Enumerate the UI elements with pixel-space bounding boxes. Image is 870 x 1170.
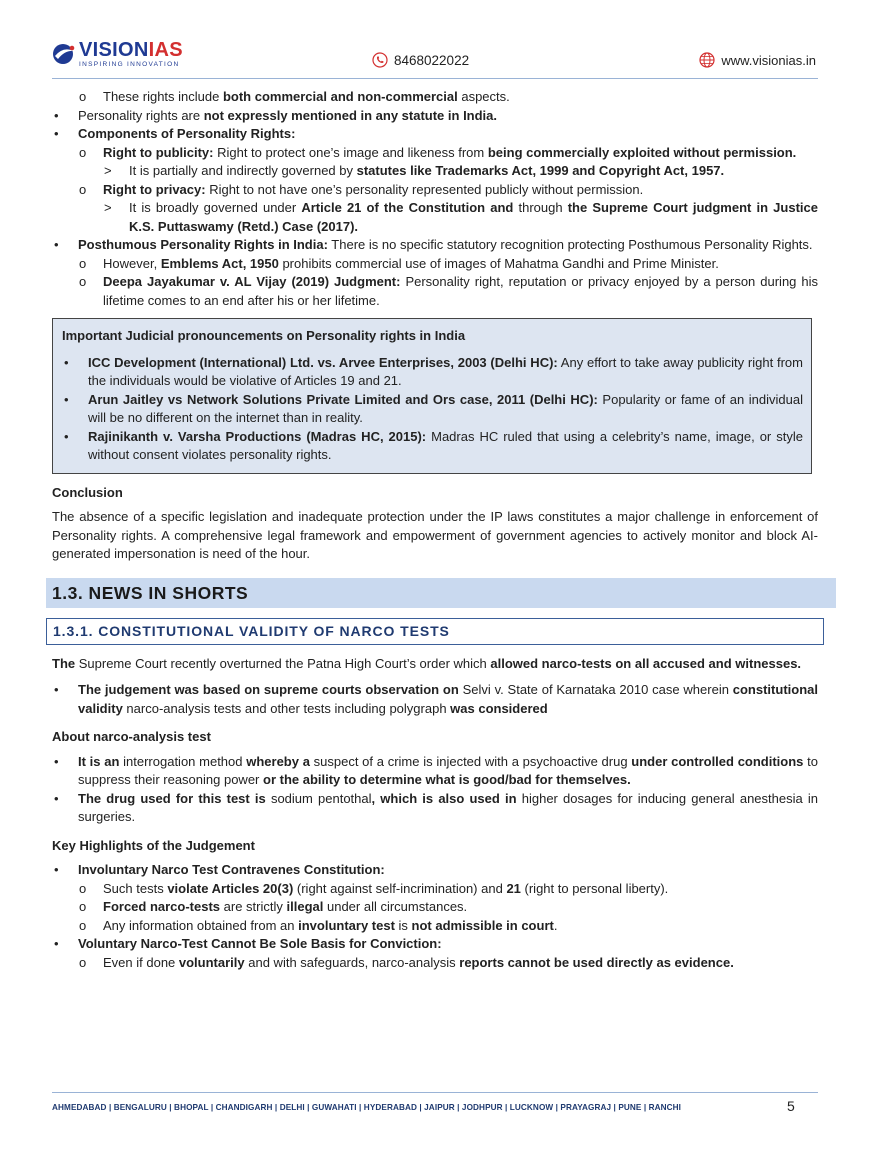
- list-item-text: [88, 355, 803, 389]
- phone-number: 8468022022: [394, 52, 470, 68]
- text-run: under controlled conditions: [627, 753, 808, 769]
- text-run: Madras HC ruled that using a celebrity’s name, image, or style without consent violates personality rights.: [88, 428, 803, 462]
- text-run: to suppress their reasoning power: [78, 753, 818, 787]
- text-run: Any effort to take away publicity right from the individuals would be violative of Articles 19 and 21.: [88, 354, 803, 388]
- bullet-dot: •: [54, 936, 59, 951]
- text-run: through: [513, 200, 568, 215]
- bullet-dot: •: [54, 126, 59, 141]
- text-run: Posthumous Personality Rights in India:: [78, 237, 328, 252]
- phone-icon: [372, 52, 388, 68]
- bullet-arrow: >: [104, 200, 112, 215]
- list-item-text: [88, 429, 803, 463]
- list-item: [52, 753, 818, 790]
- text-run: Forced narco-tests: [103, 899, 221, 914]
- text-run: The judgement was based on supreme courts observation on: [78, 682, 463, 697]
- conclusion-heading: Conclusion: [52, 484, 123, 500]
- judicial-pronouncements-box: [52, 318, 812, 474]
- section-heading: 1.3. NEWS IN SHORTS: [46, 578, 836, 609]
- conclusion-paragraph: The absence of a specific legislation and inadequate protection under the IP laws constitutes a major challenge in enforcement of Personality rights. A comprehensive legal framework and empowerment of government agencies to actively monitor and block AI-generated impersonation is need of the hour.: [52, 509, 818, 561]
- list-item-text: [78, 126, 295, 141]
- text-run: involuntary test: [298, 917, 395, 933]
- bullet-circle: o: [79, 880, 87, 896]
- list-item: [52, 255, 818, 274]
- list-item: [52, 107, 818, 126]
- text-run: the Supreme Court judgment in Justice K.S. Puttaswamy (Retd.) Case (2017).: [129, 200, 818, 234]
- text-run: Article 21 of the Constitution and: [301, 200, 514, 215]
- footer-cities: AHMEDABAD | BENGALURU | BHOPAL | CHANDIGARH | DELHI | GUWAHATI | HYDERABAD | JAIPUR | JODHPUR | LUCKNOW | PRAYAGRAJ | PUNE | RANCHI: [52, 1103, 682, 1112]
- text-run: Even if done: [103, 954, 179, 970]
- website-link[interactable]: www.visionias.in: [721, 52, 816, 68]
- text-run: aspects.: [457, 89, 510, 104]
- text-run: not expressly mentioned in any statute in India.: [203, 107, 498, 123]
- list-item: [52, 125, 818, 144]
- text-run: , which is also used in: [371, 790, 522, 806]
- text-run: 21: [506, 880, 521, 896]
- logo-tagline: INSPIRING INNOVATION: [79, 61, 180, 68]
- box-title: Important Judicial pronouncements on Personality rights in India: [62, 328, 466, 343]
- text-run: was considered: [446, 700, 548, 716]
- list-item-text: [78, 108, 497, 123]
- list-item: [52, 273, 818, 310]
- text-run: ICC Development (International) Ltd. vs. Arvee Enterprises, 2003 (Delhi HC):: [88, 354, 558, 370]
- text-run: The drug used for this test is: [78, 790, 271, 806]
- bullet-circle: o: [79, 954, 87, 970]
- page-header: [52, 40, 818, 74]
- list-item: [52, 935, 818, 954]
- list-item-text: [78, 237, 813, 252]
- list-item-text: [78, 754, 818, 788]
- list-item: [52, 181, 818, 200]
- globe-icon: [699, 52, 715, 68]
- text-run: These rights include: [103, 89, 223, 104]
- header-divider: [52, 78, 818, 79]
- list-item-text: [78, 936, 442, 951]
- text-run: Popularity or fame of an individual will be no different on the internet than in reality.: [88, 391, 803, 425]
- text-run: and with safeguards, narco-analysis: [244, 954, 460, 970]
- text-run: Arun Jaitley vs Network Solutions Private Limited and Ors case, 2011 (Delhi HC):: [88, 391, 598, 407]
- bullet-circle: o: [79, 89, 87, 104]
- text-run: Components of Personality Rights:: [78, 126, 296, 141]
- text-run: are strictly: [220, 899, 287, 914]
- text-run: Rajinikanth v. Varsha Productions (Madras HC, 2015):: [88, 428, 427, 444]
- list-item-text: [103, 918, 557, 933]
- list-item-text: [103, 955, 734, 970]
- list-item-text: [103, 89, 510, 104]
- bullet-dot: •: [54, 107, 59, 123]
- text-run: The: [52, 655, 79, 671]
- text-run: or the ability to determine what is good/bad for themselves.: [259, 772, 631, 787]
- text-run: Involuntary Narco Test Contravenes Constitution:: [78, 862, 385, 877]
- list-item-text: [129, 200, 818, 234]
- list-item-text: [129, 163, 724, 178]
- list-item: [52, 144, 818, 163]
- bullet-dot: •: [64, 391, 69, 407]
- logo-vision-text: VISION: [79, 39, 149, 61]
- text-run: voluntarily: [178, 954, 245, 970]
- text-run: is: [394, 917, 412, 933]
- intro-paragraph: [52, 655, 818, 674]
- header-website[interactable]: [699, 52, 816, 68]
- text-run: Supreme Court recently overturned the Patna High Court’s order which: [78, 655, 487, 671]
- list-item: [52, 162, 818, 181]
- text-run: Emblems Act, 1950: [160, 255, 279, 271]
- list-item-text: [103, 899, 467, 914]
- bullet-dot: •: [54, 862, 59, 877]
- text-run: It is partially and indirectly governed by: [129, 163, 357, 178]
- text-run: Right to protect one’s image and likeness from: [213, 144, 488, 160]
- text-run: Right to not have one’s personality represented publicly without permission.: [205, 181, 644, 197]
- text-run: Voluntary Narco-Test Cannot Be Sole Basis for Conviction:: [78, 936, 442, 951]
- text-run: (right to personal liberty).: [520, 880, 669, 896]
- list-item-text: [103, 274, 818, 308]
- text-run: It is an: [78, 753, 124, 769]
- text-run: reports cannot be used directly as evidence.: [459, 954, 734, 970]
- bullet-circle: o: [79, 917, 87, 933]
- text-run: (right against self-incrimination) and: [293, 880, 507, 896]
- bullet-circle: o: [79, 899, 87, 914]
- footer-divider: [52, 1092, 818, 1093]
- text-run: Such tests: [103, 880, 168, 896]
- header-phone: [372, 52, 469, 68]
- text-run: whereby a: [242, 753, 314, 769]
- list-item: [52, 199, 818, 236]
- list-item: [52, 954, 818, 973]
- list-item: [52, 898, 818, 917]
- page-content: [52, 88, 818, 972]
- list-item-text: [88, 392, 803, 426]
- bullet-circle: o: [79, 255, 87, 271]
- text-run: constitutional validity: [78, 682, 818, 716]
- list-item-text: [103, 256, 719, 271]
- list-item: [62, 428, 803, 465]
- text-run: illegal: [286, 899, 324, 914]
- paragraph-text: [52, 656, 801, 671]
- list-item-text: [78, 682, 818, 716]
- list-item-text: [103, 182, 643, 197]
- bullet-circle: o: [79, 144, 87, 160]
- text-run: suspect of a crime is injected with a psychoactive drug: [313, 753, 628, 769]
- text-run: both commercial and non-commercial: [222, 89, 458, 104]
- list-item: [52, 236, 818, 255]
- logo-ias-text: IAS: [148, 39, 183, 61]
- bullet-arrow: >: [104, 163, 112, 178]
- text-run: Deepa Jayakumar v. AL Vijay (2019) Judgment:: [103, 274, 401, 289]
- list-item: [52, 88, 818, 107]
- list-item-text: [78, 862, 385, 877]
- text-run: sodium pentothal: [270, 790, 372, 806]
- key-highlights-heading: Key Highlights of the Judgement: [52, 837, 255, 853]
- text-run: interrogation method: [123, 753, 243, 769]
- bullet-circle: o: [79, 274, 87, 289]
- text-run: being commercially exploited without permission.: [487, 144, 797, 160]
- logo-swoosh-icon: [52, 42, 76, 66]
- list-item: [52, 917, 818, 936]
- text-run: Right to privacy:: [103, 181, 206, 197]
- list-item: [52, 861, 818, 880]
- text-run: Right to publicity:: [103, 144, 214, 160]
- text-run: not admissible in court: [411, 917, 554, 933]
- text-run: There is no specific statutory recognition protecting Posthumous Personality Rights.: [327, 237, 813, 252]
- text-run: .: [553, 917, 558, 933]
- text-run: violate Articles 20(3): [167, 880, 294, 896]
- bullet-dot: •: [64, 428, 69, 444]
- bullet-dot: •: [54, 682, 59, 697]
- about-heading: About narco-analysis test: [52, 729, 211, 744]
- list-item: [62, 391, 803, 428]
- text-run: prohibits commercial use of images of Mahatma Gandhi and Prime Minister.: [278, 255, 719, 271]
- text-run: narco-analysis tests and other tests including polygraph: [126, 700, 447, 716]
- bullet-dot: •: [64, 354, 69, 370]
- text-run: Any information obtained from an: [103, 917, 299, 933]
- list-item: [52, 790, 818, 827]
- list-item-text: [103, 145, 796, 160]
- bullet-dot: •: [54, 237, 59, 252]
- bullet-circle: o: [79, 181, 87, 197]
- list-item: [52, 880, 818, 899]
- list-item: [62, 354, 803, 391]
- list-item-text: [78, 791, 818, 825]
- list-item: [52, 681, 818, 718]
- text-run: It is broadly governed under: [129, 200, 302, 215]
- page-number: 5: [787, 1098, 795, 1114]
- text-run: Selvi v. State of Karnataka 2010 case wherein: [462, 682, 729, 697]
- bullet-dot: •: [54, 753, 59, 769]
- text-run: However,: [103, 255, 161, 271]
- text-run: under all circumstances.: [323, 899, 468, 914]
- visionias-logo: [52, 40, 183, 68]
- list-item-text: [103, 881, 668, 896]
- bullet-dot: •: [54, 790, 59, 806]
- text-run: allowed narco-tests on all accused and witnesses.: [486, 655, 802, 671]
- text-run: Personality right, reputation or privacy enjoyed by a person during his lifetime comes to an end after his or her lifetime.: [103, 274, 819, 308]
- text-run: higher dosages for inducing general anesthesia in surgeries.: [78, 790, 819, 824]
- text-run: Personality rights are: [78, 107, 204, 123]
- text-run: statutes like Trademarks Act, 1999 and Copyright Act, 1957.: [356, 163, 725, 178]
- subsection-heading: 1.3.1. CONSTITUTIONAL VALIDITY OF NARCO TESTS: [46, 618, 824, 645]
